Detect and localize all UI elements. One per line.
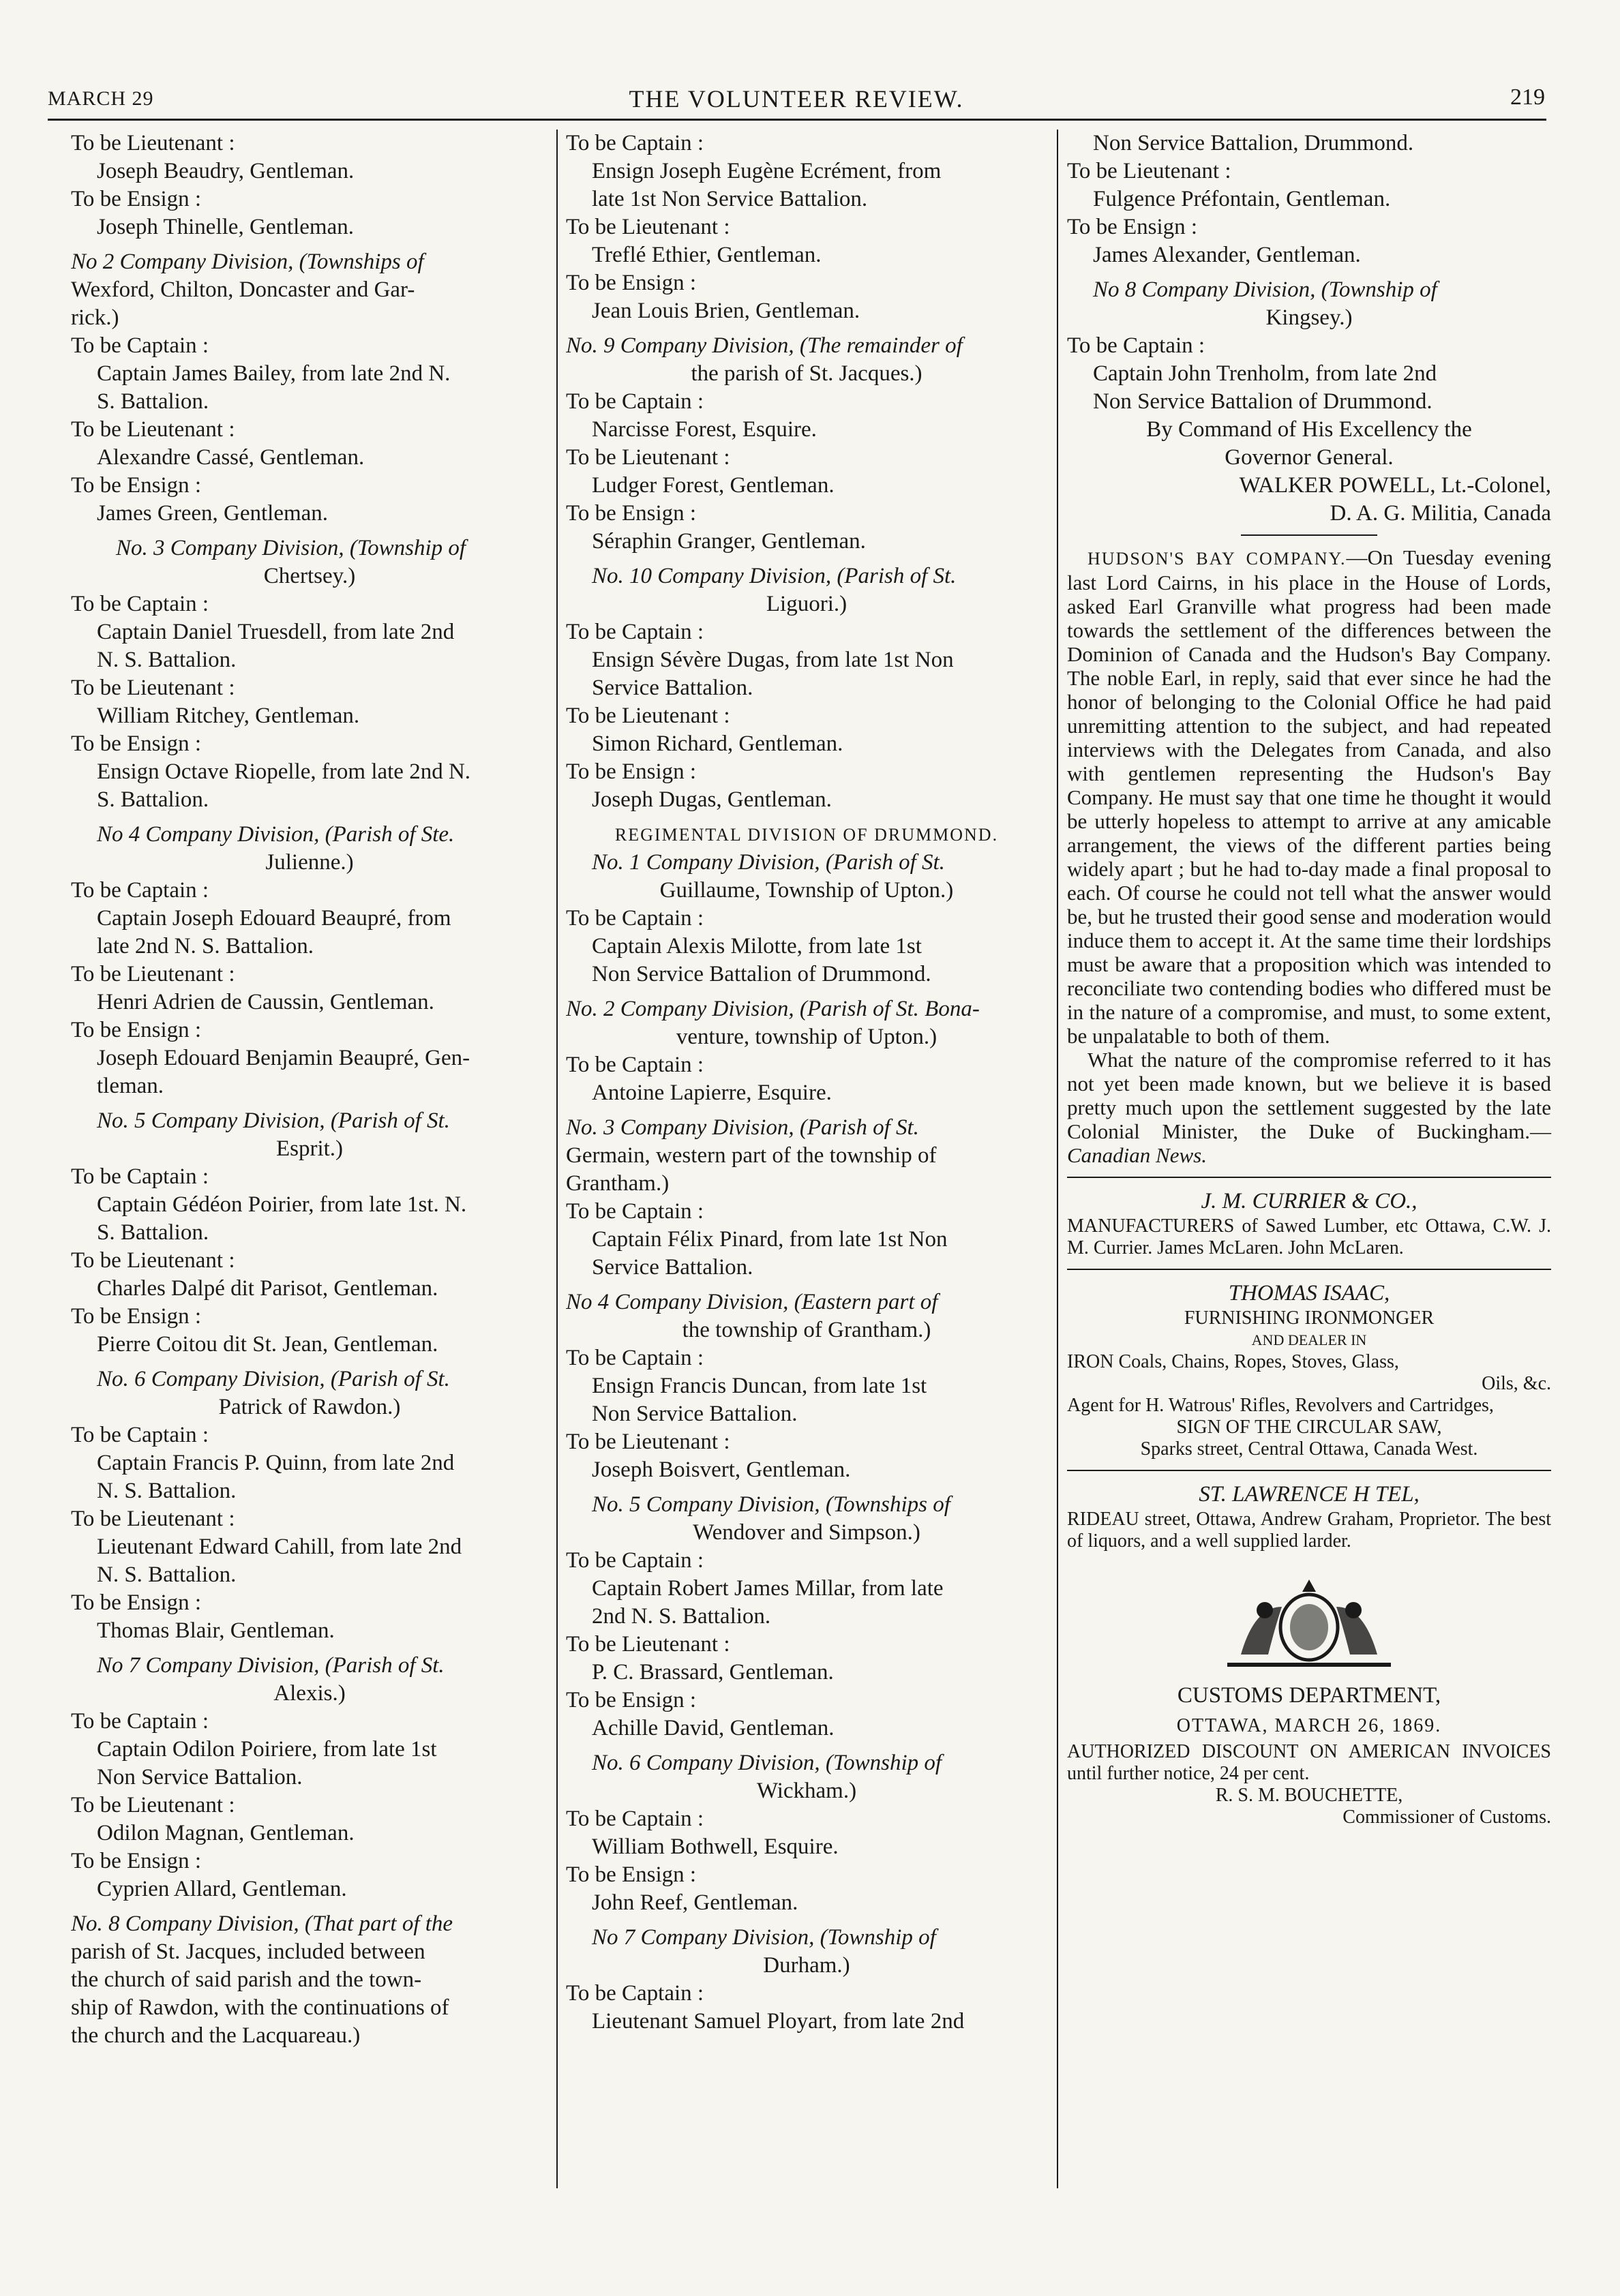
ad-divider bbox=[1067, 1177, 1551, 1178]
text-line: Pierre Coitou dit St. Jean, Gentleman. bbox=[97, 1332, 438, 1357]
text-line: parish of St. Jacques, included between bbox=[71, 1939, 425, 1964]
text-line: S. Battalion. bbox=[97, 389, 209, 414]
division-heading: No. 9 Company Division, (The remainder of bbox=[566, 333, 963, 358]
text-line: To be Ensign : bbox=[566, 501, 697, 526]
text-line: To be Lieutenant : bbox=[71, 131, 235, 155]
text-line: To be Captain : bbox=[566, 620, 704, 644]
section-heading: REGIMENTAL DIVISION OF DRUMMOND. bbox=[614, 825, 999, 845]
text-line: To be Captain : bbox=[566, 389, 704, 414]
division-heading: No 7 Company Division, (Township of bbox=[592, 1925, 936, 1950]
division-heading: No. 3 Company Division, (Township of bbox=[116, 536, 466, 560]
text-line: Ensign Joseph Eugène Ecrément, from bbox=[592, 159, 942, 183]
text-line: Charles Dalpé dit Parisot, Gentleman. bbox=[97, 1276, 438, 1301]
text-line: To be Captain : bbox=[71, 1164, 209, 1189]
text-line: To be Captain : bbox=[566, 131, 704, 155]
ad-date: OTTAWA, MARCH 26, 1869. bbox=[1176, 1715, 1442, 1736]
division-heading: No 7 Company Division, (Parish of St. bbox=[97, 1653, 445, 1678]
issue-date: MARCH 29 bbox=[48, 87, 154, 110]
news-body-2: What the nature of the compromise referred to it has not yet been made known, but we believe it is based pretty much upon the settlement suggested by the late Colonial Minister, the Duke of Buckingham.— bbox=[1067, 1048, 1551, 1143]
text-line: Odilon Magnan, Gentleman. bbox=[97, 1821, 355, 1845]
text-line: James Alexander, Gentleman. bbox=[1093, 243, 1361, 267]
text-line: To be Ensign : bbox=[71, 1849, 202, 1873]
division-heading: No. 8 Company Division, (That part of the bbox=[71, 1912, 453, 1936]
text-line: To be Captain : bbox=[566, 1548, 704, 1573]
signature-line: WALKER POWELL, Lt.-Colonel, bbox=[1239, 473, 1551, 498]
text-line: Captain Gédéon Poirier, from late 1st. N. bbox=[97, 1192, 467, 1217]
text-line: To be Ensign : bbox=[71, 473, 202, 498]
text-line: Captain John Trenholm, from late 2nd bbox=[1093, 361, 1437, 386]
text-line: Antoine Lapierre, Esquire. bbox=[592, 1081, 832, 1105]
text-line: N. S. Battalion. bbox=[97, 648, 237, 672]
column-2 bbox=[566, 130, 1047, 2201]
text-line: To be Ensign : bbox=[1067, 215, 1198, 239]
text-line: To be Lieutenant : bbox=[71, 1793, 235, 1817]
royal-coat-of-arms-icon bbox=[1200, 1573, 1418, 1675]
division-heading: No 8 Company Division, (Township of bbox=[1093, 277, 1437, 302]
text-line: Ensign Sévère Dugas, from late 1st Non bbox=[592, 648, 954, 672]
text-line: Guillaume, Township of Upton.) bbox=[659, 878, 954, 903]
text-line: Simon Richard, Gentleman. bbox=[592, 731, 843, 756]
ad-title: CUSTOMS DEPARTMENT, bbox=[1177, 1683, 1441, 1708]
ad-title: THOMAS ISAAC, bbox=[1228, 1281, 1390, 1305]
division-heading: No. 6 Company Division, (Township of bbox=[592, 1751, 942, 1775]
text-line: Liguori.) bbox=[766, 592, 847, 616]
text-line: To be Lieutenant : bbox=[566, 1430, 730, 1454]
text-line: To be Captain : bbox=[71, 1709, 209, 1734]
text-line: Thomas Blair, Gentleman. bbox=[97, 1618, 335, 1643]
text-line: N. S. Battalion. bbox=[97, 1479, 237, 1503]
text-line: Non Service Battalion. bbox=[97, 1765, 303, 1789]
text-line: ship of Rawdon, with the continuations of bbox=[71, 1995, 449, 2020]
division-heading: No 4 Company Division, (Parish of Ste. bbox=[97, 822, 455, 847]
text-line: Lieutenant Samuel Ployart, from late 2nd bbox=[592, 2009, 965, 2034]
text-line: To be Ensign : bbox=[566, 271, 697, 295]
text-line: To be Captain : bbox=[71, 878, 209, 903]
news-article-cont bbox=[1067, 1048, 1551, 1167]
division-heading: No. 5 Company Division, (Townships of bbox=[592, 1492, 950, 1517]
text-line: To be Captain : bbox=[566, 1981, 704, 2006]
ad-text: MANUFACTURERS of Sawed Lumber, etc Ottawa, C.W. J. M. Currier. James McLaren. John McLaren. bbox=[1067, 1215, 1551, 1258]
text-line: Narcisse Forest, Esquire. bbox=[592, 417, 817, 442]
text-line: To be Captain : bbox=[566, 1053, 704, 1077]
text-line: N. S. Battalion. bbox=[97, 1562, 237, 1587]
ad-subtitle: FURNISHING IRONMONGER bbox=[1184, 1308, 1435, 1329]
text-line: Service Battalion. bbox=[592, 676, 753, 700]
text-line: tleman. bbox=[97, 1074, 164, 1098]
ad-text: RIDEAU street, Ottawa, Andrew Graham, Proprietor. The best of liquors, and a well supplied larder. bbox=[1067, 1509, 1551, 1552]
news-headline: HUDSON'S BAY COMPANY. bbox=[1088, 549, 1347, 569]
text-line: To be Captain : bbox=[566, 1199, 704, 1224]
ad-divider bbox=[1067, 1269, 1551, 1270]
text-line: Joseph Beaudry, Gentleman. bbox=[97, 159, 355, 183]
text-line: Captain Félix Pinard, from late 1st Non bbox=[592, 1227, 948, 1252]
column-3 bbox=[1067, 130, 1551, 2201]
text-line: To be Ensign : bbox=[71, 1304, 202, 1329]
division-heading: No 4 Company Division, (Eastern part of bbox=[566, 1290, 938, 1314]
news-article bbox=[1067, 545, 1551, 1048]
text-line: To be Captain : bbox=[71, 333, 209, 358]
text-line: venture, township of Upton.) bbox=[676, 1025, 937, 1049]
text-line: Grantham.) bbox=[566, 1171, 670, 1196]
division-heading: No 2 Company Division, (Townships of bbox=[71, 250, 424, 274]
text-line: To be Captain : bbox=[1067, 333, 1205, 358]
text-line: To be Captain : bbox=[71, 1423, 209, 1447]
text-line: the township of Grantham.) bbox=[682, 1318, 931, 1342]
ad-signature-role: Commissioner of Customs. bbox=[1342, 1807, 1551, 1828]
page-number: 219 bbox=[1510, 85, 1545, 110]
text-line: To be Captain : bbox=[71, 592, 209, 616]
text-line: To be Lieutenant : bbox=[71, 962, 235, 986]
text-line: Fulgence Préfontain, Gentleman. bbox=[1093, 187, 1391, 211]
text-line: Alexandre Cassé, Gentleman. bbox=[97, 445, 365, 470]
text-line: Achille David, Gentleman. bbox=[592, 1716, 835, 1740]
text-line: Durham.) bbox=[763, 1953, 850, 1978]
text-line: Captain Francis P. Quinn, from late 2nd bbox=[97, 1451, 455, 1475]
text-line: Esprit.) bbox=[275, 1136, 344, 1161]
text-line: To be Ensign : bbox=[71, 731, 202, 756]
column-1 bbox=[71, 130, 548, 2201]
ad-text: IRON Coals, Chains, Ropes, Stoves, Glass, bbox=[1067, 1351, 1399, 1372]
text-line: S. Battalion. bbox=[97, 1220, 209, 1245]
division-heading: No. 3 Company Division, (Parish of St. bbox=[566, 1115, 919, 1140]
text-line: Non Service Battalion, Drummond. bbox=[1093, 131, 1414, 155]
text-line: William Ritchey, Gentleman. bbox=[97, 704, 360, 728]
ad-divider bbox=[1067, 1470, 1551, 1471]
text-line: P. C. Brassard, Gentleman. bbox=[592, 1660, 834, 1685]
text-line: Ludger Forest, Gentleman. bbox=[592, 473, 835, 498]
text-line: Captain James Bailey, from late 2nd N. bbox=[97, 361, 451, 386]
text-line: To be Ensign : bbox=[566, 759, 697, 784]
ad-title: J. M. CURRIER & CO., bbox=[1201, 1189, 1418, 1213]
text-line: the church of said parish and the town- bbox=[71, 1967, 422, 1992]
text-line: Wexford, Chilton, Doncaster and Gar- bbox=[71, 277, 415, 302]
text-line: Germain, western part of the township of bbox=[566, 1143, 937, 1168]
text-line: Joseph Boisvert, Gentleman. bbox=[592, 1457, 851, 1482]
text-line: Treflé Ethier, Gentleman. bbox=[592, 243, 822, 267]
text-line: To be Ensign : bbox=[71, 1018, 202, 1042]
text-line: To be Ensign : bbox=[71, 187, 202, 211]
text-line: To be Lieutenant : bbox=[566, 704, 730, 728]
text-line: Wendover and Simpson.) bbox=[693, 1520, 920, 1545]
text-line: Governor General. bbox=[1225, 445, 1394, 470]
division-heading: No. 1 Company Division, (Parish of St. bbox=[592, 850, 945, 875]
text-line: Ensign Octave Riopelle, from late 2nd N. bbox=[97, 759, 471, 784]
text-line: Service Battalion. bbox=[592, 1255, 753, 1280]
text-line: Lieutenant Edward Cahill, from late 2nd bbox=[97, 1535, 462, 1559]
page-header bbox=[48, 80, 1545, 121]
news-source: Canadian News. bbox=[1067, 1143, 1207, 1167]
header-rule bbox=[48, 119, 1546, 121]
text-line: To be Ensign : bbox=[566, 1862, 697, 1887]
column-divider bbox=[556, 130, 558, 2188]
text-line: To be Captain : bbox=[566, 906, 704, 931]
text-line: Séraphin Granger, Gentleman. bbox=[592, 529, 866, 554]
text-line: Kingsey.) bbox=[1265, 305, 1353, 330]
text-line: Non Service Battalion. bbox=[592, 1402, 798, 1426]
text-line: Jean Louis Brien, Gentleman. bbox=[592, 299, 860, 323]
text-line: To be Lieutenant : bbox=[566, 1632, 730, 1657]
ad-text: Sparks street, Central Ottawa, Canada West. bbox=[1140, 1438, 1478, 1460]
text-line: Captain Odilon Poiriere, from late 1st bbox=[97, 1737, 437, 1762]
text-line: late 1st Non Service Battalion. bbox=[592, 187, 868, 211]
ad-title: ST. LAWRENCE H TEL, bbox=[1199, 1482, 1420, 1507]
text-line: Joseph Thinelle, Gentleman. bbox=[97, 215, 354, 239]
text-line: the church and the Lacquareau.) bbox=[71, 2023, 361, 2048]
text-line: Chertsey.) bbox=[263, 564, 356, 588]
division-heading: No. 6 Company Division, (Parish of St. bbox=[97, 1367, 450, 1391]
text-line: To be Lieutenant : bbox=[1067, 159, 1231, 183]
text-line: To be Lieutenant : bbox=[566, 215, 730, 239]
publication-title: THE VOLUNTEER REVIEW. bbox=[629, 85, 964, 112]
text-line: Captain Robert James Millar, from late bbox=[592, 1576, 944, 1601]
text-line: rick.) bbox=[71, 305, 119, 330]
text-line: To be Ensign : bbox=[71, 1590, 202, 1615]
text-line: Joseph Edouard Benjamin Beaupré, Gen- bbox=[97, 1046, 470, 1070]
text-line: Henri Adrien de Caussin, Gentleman. bbox=[97, 990, 434, 1014]
text-line: To be Captain : bbox=[566, 1807, 704, 1831]
text-line: 2nd N. S. Battalion. bbox=[592, 1604, 771, 1629]
signature-line: D. A. G. Militia, Canada bbox=[1330, 501, 1551, 526]
text-line: By Command of His Excellency the bbox=[1146, 417, 1472, 442]
column-divider bbox=[1057, 130, 1058, 2188]
text-line: Non Service Battalion of Drummond. bbox=[592, 962, 931, 986]
text-line: S. Battalion. bbox=[97, 787, 209, 812]
text-line: To be Ensign : bbox=[566, 1688, 697, 1712]
text-line: Captain Daniel Truesdell, from late 2nd bbox=[97, 620, 455, 644]
text-line: Captain Joseph Edouard Beaupré, from bbox=[97, 906, 451, 931]
text-line: late 2nd N. S. Battalion. bbox=[97, 934, 314, 958]
ad-signature: R. S. M. BOUCHETTE, bbox=[1215, 1785, 1403, 1806]
text-line: To be Lieutenant : bbox=[566, 445, 730, 470]
text-line: Julienne.) bbox=[265, 850, 354, 875]
text-line: Wickham.) bbox=[756, 1779, 857, 1803]
ad-text: SIGN OF THE CIRCULAR SAW, bbox=[1176, 1417, 1442, 1438]
division-heading: No. 10 Company Division, (Parish of St. bbox=[592, 564, 957, 588]
text-line: Patrick of Rawdon.) bbox=[218, 1395, 401, 1419]
text-line: Ensign Francis Duncan, from late 1st bbox=[592, 1374, 927, 1398]
text-line: Non Service Battalion of Drummond. bbox=[1093, 389, 1432, 414]
text-line: To be Lieutenant : bbox=[71, 1507, 235, 1531]
text-line: the parish of St. Jacques.) bbox=[691, 361, 922, 386]
text-line: Captain Alexis Milotte, from late 1st bbox=[592, 934, 922, 958]
text-line: Joseph Dugas, Gentleman. bbox=[592, 787, 832, 812]
ad-text: Oils, &c. bbox=[1482, 1373, 1551, 1394]
separator-rule bbox=[1241, 534, 1377, 536]
text-line: To be Lieutenant : bbox=[71, 676, 235, 700]
ad-text: AUTHORIZED DISCOUNT ON AMERICAN INVOICES until further notice, 24 per cent. bbox=[1067, 1741, 1551, 1784]
division-heading: No. 2 Company Division, (Parish of St. Bona- bbox=[566, 997, 980, 1021]
text-line: John Reef, Gentleman. bbox=[592, 1890, 798, 1915]
text-line: To be Lieutenant : bbox=[71, 417, 235, 442]
text-line: James Green, Gentleman. bbox=[97, 501, 329, 526]
text-line: Alexis.) bbox=[273, 1681, 346, 1706]
text-line: To be Lieutenant : bbox=[71, 1248, 235, 1273]
ad-subtitle: AND DEALER IN bbox=[1251, 1331, 1367, 1348]
ad-text: Agent for H. Watrous' Rifles, Revolvers and Cartridges, bbox=[1067, 1395, 1494, 1416]
news-body: —On Tuesday evening last Lord Cairns, in his place in the House of Lords, asked Earl Granville what progress had been made towards the settlement of the differences between the Dominion of Canada and the Hudson's Bay Company. The noble Earl, in reply, said that ever since he had the honor of belonging to the Colonial Office he had paid unremitting attention to the subject, and had repeated interviews with the Delegates from Canada, and also with gentlemen representing the Hudson's Bay Company. He must say that one time he thought it would be utterly hopeless to attempt to arrive at any amicable arrangement, the views of the different parties being widely apart ; but he had to-day made a final proposal to each. Of course he could not tell what the answer would be, but he trusted their good sense and moderation would induce them to accept it. At the same time their lordships must be aware that a proposition which was intended to reconciliate two contending bodies who differed must be in the nature of a compromise, and must, to some extent, be unpalatable to both of them. bbox=[1067, 545, 1551, 1048]
text-line: To be Captain : bbox=[566, 1346, 704, 1370]
text-line: Cyprien Allard, Gentleman. bbox=[97, 1877, 347, 1901]
text-line: William Bothwell, Esquire. bbox=[592, 1834, 839, 1859]
division-heading: No. 5 Company Division, (Parish of St. bbox=[97, 1108, 450, 1133]
